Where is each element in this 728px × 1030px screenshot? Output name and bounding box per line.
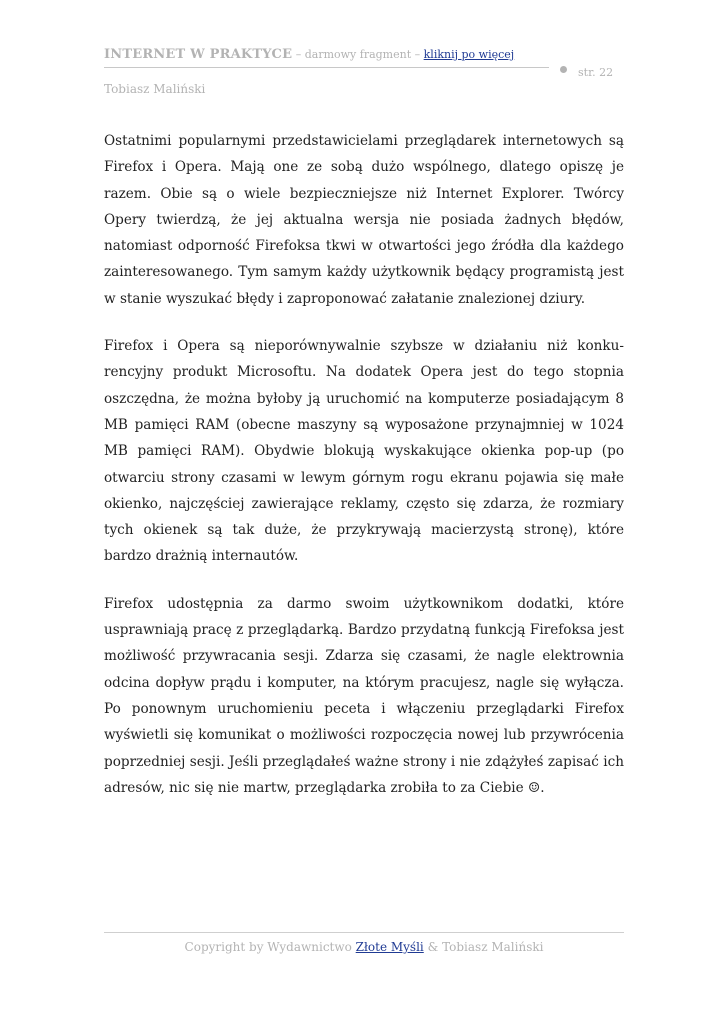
header-title-line (104, 44, 624, 62)
page-number: str. 22 (578, 66, 614, 79)
bullet-dot-icon (560, 66, 567, 73)
copyright-prefix: Copyright by Wydawnictwo (184, 940, 356, 954)
page-footer (104, 940, 624, 954)
copyright-suffix: & Tobiasz Maliński (423, 940, 544, 954)
page-header (104, 44, 624, 96)
paragraph-browsers-intro: Ostatnimi popularnymi przedstawicielami przeglądarek internetowych są Firefox i Opera. Mają one ze sobą dużo wspólnego, dlatego opiszę je razem. Obie są o wiele bezpieczniejsze niż Internet Explorer. Twórcy Opery twierdzą, że jej aktualna wersja nie posiada żadnych błędów, natomiast odporność Firefoksa tkwi w otwartości jego źródła dla każdego zainteresowanego. Tym samym każdy użytkownik będący programistą jest w stanie wyszukać błędy i zaproponować załatanie znalezionej dziury. (104, 133, 624, 307)
publisher-link[interactable]: Złote Myśli (355, 940, 424, 954)
header-divider (104, 67, 549, 68)
free-fragment-label: darmowy fragment (304, 48, 412, 61)
footer-divider (104, 932, 624, 933)
paragraph-speed-popups: Firefox i Opera są nieporównywalnie szybsze w działaniu niż konkurencyjny produkt Microsoftu. Na dodatek Opera jest do tego stopnia oszczędna, że można byłoby ją uruchomić na komputerze posiadającym 8 MB pamięci RAM (obecne maszyny są wyposażone przynajmniej w 1024 MB pamięci RAM). Obydwie blokują wyskakujące okienka pop-up (po otwarciu strony czasami w lewym górnym rogu ekranu pojawia się małe okienko, najczęściej zawierające reklamy, często się zdarza, że rozmiary tych okienek są tak duże, że przykrywają macierzystą stronę), które bardzo drażnią internautów. (104, 338, 624, 565)
link-separator: – (411, 48, 424, 61)
title-separator: – (292, 48, 305, 61)
page-body (104, 128, 624, 822)
more-info-link[interactable]: kliknij po więcej (423, 48, 515, 61)
paragraph-firefox-session: Firefox udostępnia za darmo swoim użytkownikom dodatki, które usprawniają pracę z przeglądarką. Bardzo przydatną funkcją Firefoksa jest możliwość przywracania sesji. Zdarza się czasami, że nagle elektrownia odcina dopływ prądu i komputer, na którym pracujesz, nagle się wyłącza. Po ponownym uruchomieniu peceta i włączeniu przeglądarki Firefox wyświetli się komunikat o możliwości rozpoczęcia nowej lub przywrócenia poprzedniej sesji. Jeśli przeglądałeś ważne strony i nie zdążyłeś zapisać ich adresów, nic się nie martw, przeglądarka zrobiła to za Ciebie ☺. (104, 595, 624, 796)
author-name: Tobiasz Maliński (104, 82, 206, 96)
book-title: INTERNET W PRAKTYCE (104, 47, 293, 62)
